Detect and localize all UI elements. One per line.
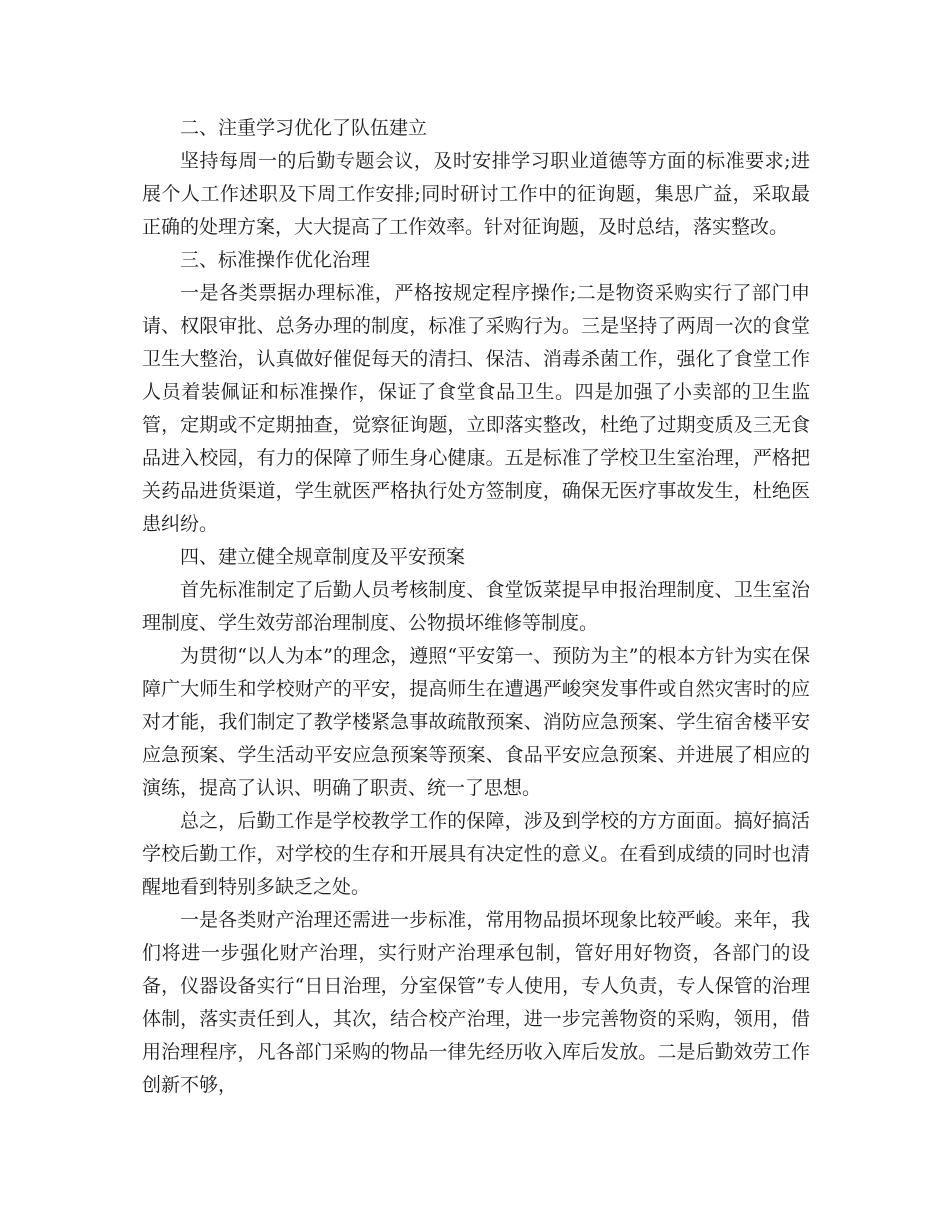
paragraph: 一是各类票据办理标准，严格按规定程序操作;二是物资采购实行了部门申请、权限审批、总务办理的制度，标准了采购行为。三是坚持了两周一次的食堂卫生大整治，认真做好催促每天的清扫、保洁、消毒杀菌工作，强化了食堂工作人员着装佩证和标准操作，保证了食堂食品卫生。四是加强了小卖部的卫生监管，定期或不定期抽查，觉察征询题，立即落实整改，杜绝了过期变质及三无食品进入校园，有力的保障了师生身心健康。五是标准了学校卫生室治理，严格把关药品进货渠道，学生就医严格执行处方签制度，确保无医疗事故发生，杜绝医患纠纷。 [142, 282, 810, 535]
paragraph: 总之，后勤工作是学校教学工作的保障，涉及到学校的方方面面。搞好搞活学校后勤工作，对学校的生存和开展具有决定性的意义。在看到成绩的同时也清醒地看到特别多缺乏之处。 [142, 810, 810, 898]
paragraph: 为贯彻“以人为本”的理念，遵照“平安第一、预防为主”的根本方针为实在保障广大师生和学校财产的平安，提高师生在遭遇严峻突发事件或自然灾害时的应对才能，我们制定了教学楼紧急事故疏散预案、消防应急预案、学生宿舍楼平安应急预案、学生活动平安应急预案等预案、食品平安应急预案、并进展了相应的演练，提高了认识、明确了职责、统一了思想。 [142, 645, 810, 799]
section-heading-4: 四、建立健全规章制度及平安预案 [180, 546, 466, 568]
paragraph: 一是各类财产治理还需进一步标准，常用物品损坏现象比较严峻。来年，我们将进一步强化财产治理，实行财产治理承包制，管好用好物资，各部门的设备，仪器设备实行“日日治理，分室保管”专人使用，专人负责，专人保管的治理体制，落实责任到人，其次，结合校产治理，进一步完善物资的采购，领用，借用治理程序，凡各部门采购的物品一律先经历收入库后发放。二是后勤效劳工作创新不够， [142, 909, 810, 1096]
paragraph: 坚持每周一的后勤专题会议，及时安排学习职业道德等方面的标准要求;进展个人工作述职及下周工作安排;同时研讨工作中的征询题，集思广益，采取最正确的处理方案，大大提高了工作效率。针对征询题，及时总结，落实整改。 [142, 150, 810, 238]
section-heading-3: 三、标准操作优化治理 [180, 249, 371, 271]
paragraph: 首先标准制定了后勤人员考核制度、食堂饭菜提早申报治理制度、卫生室治理制度、学生效劳部治理制度、公物损坏维修等制度。 [142, 579, 810, 634]
section-heading-2: 二、注重学习优化了队伍建立 [180, 117, 428, 139]
document-body [142, 112, 810, 1102]
